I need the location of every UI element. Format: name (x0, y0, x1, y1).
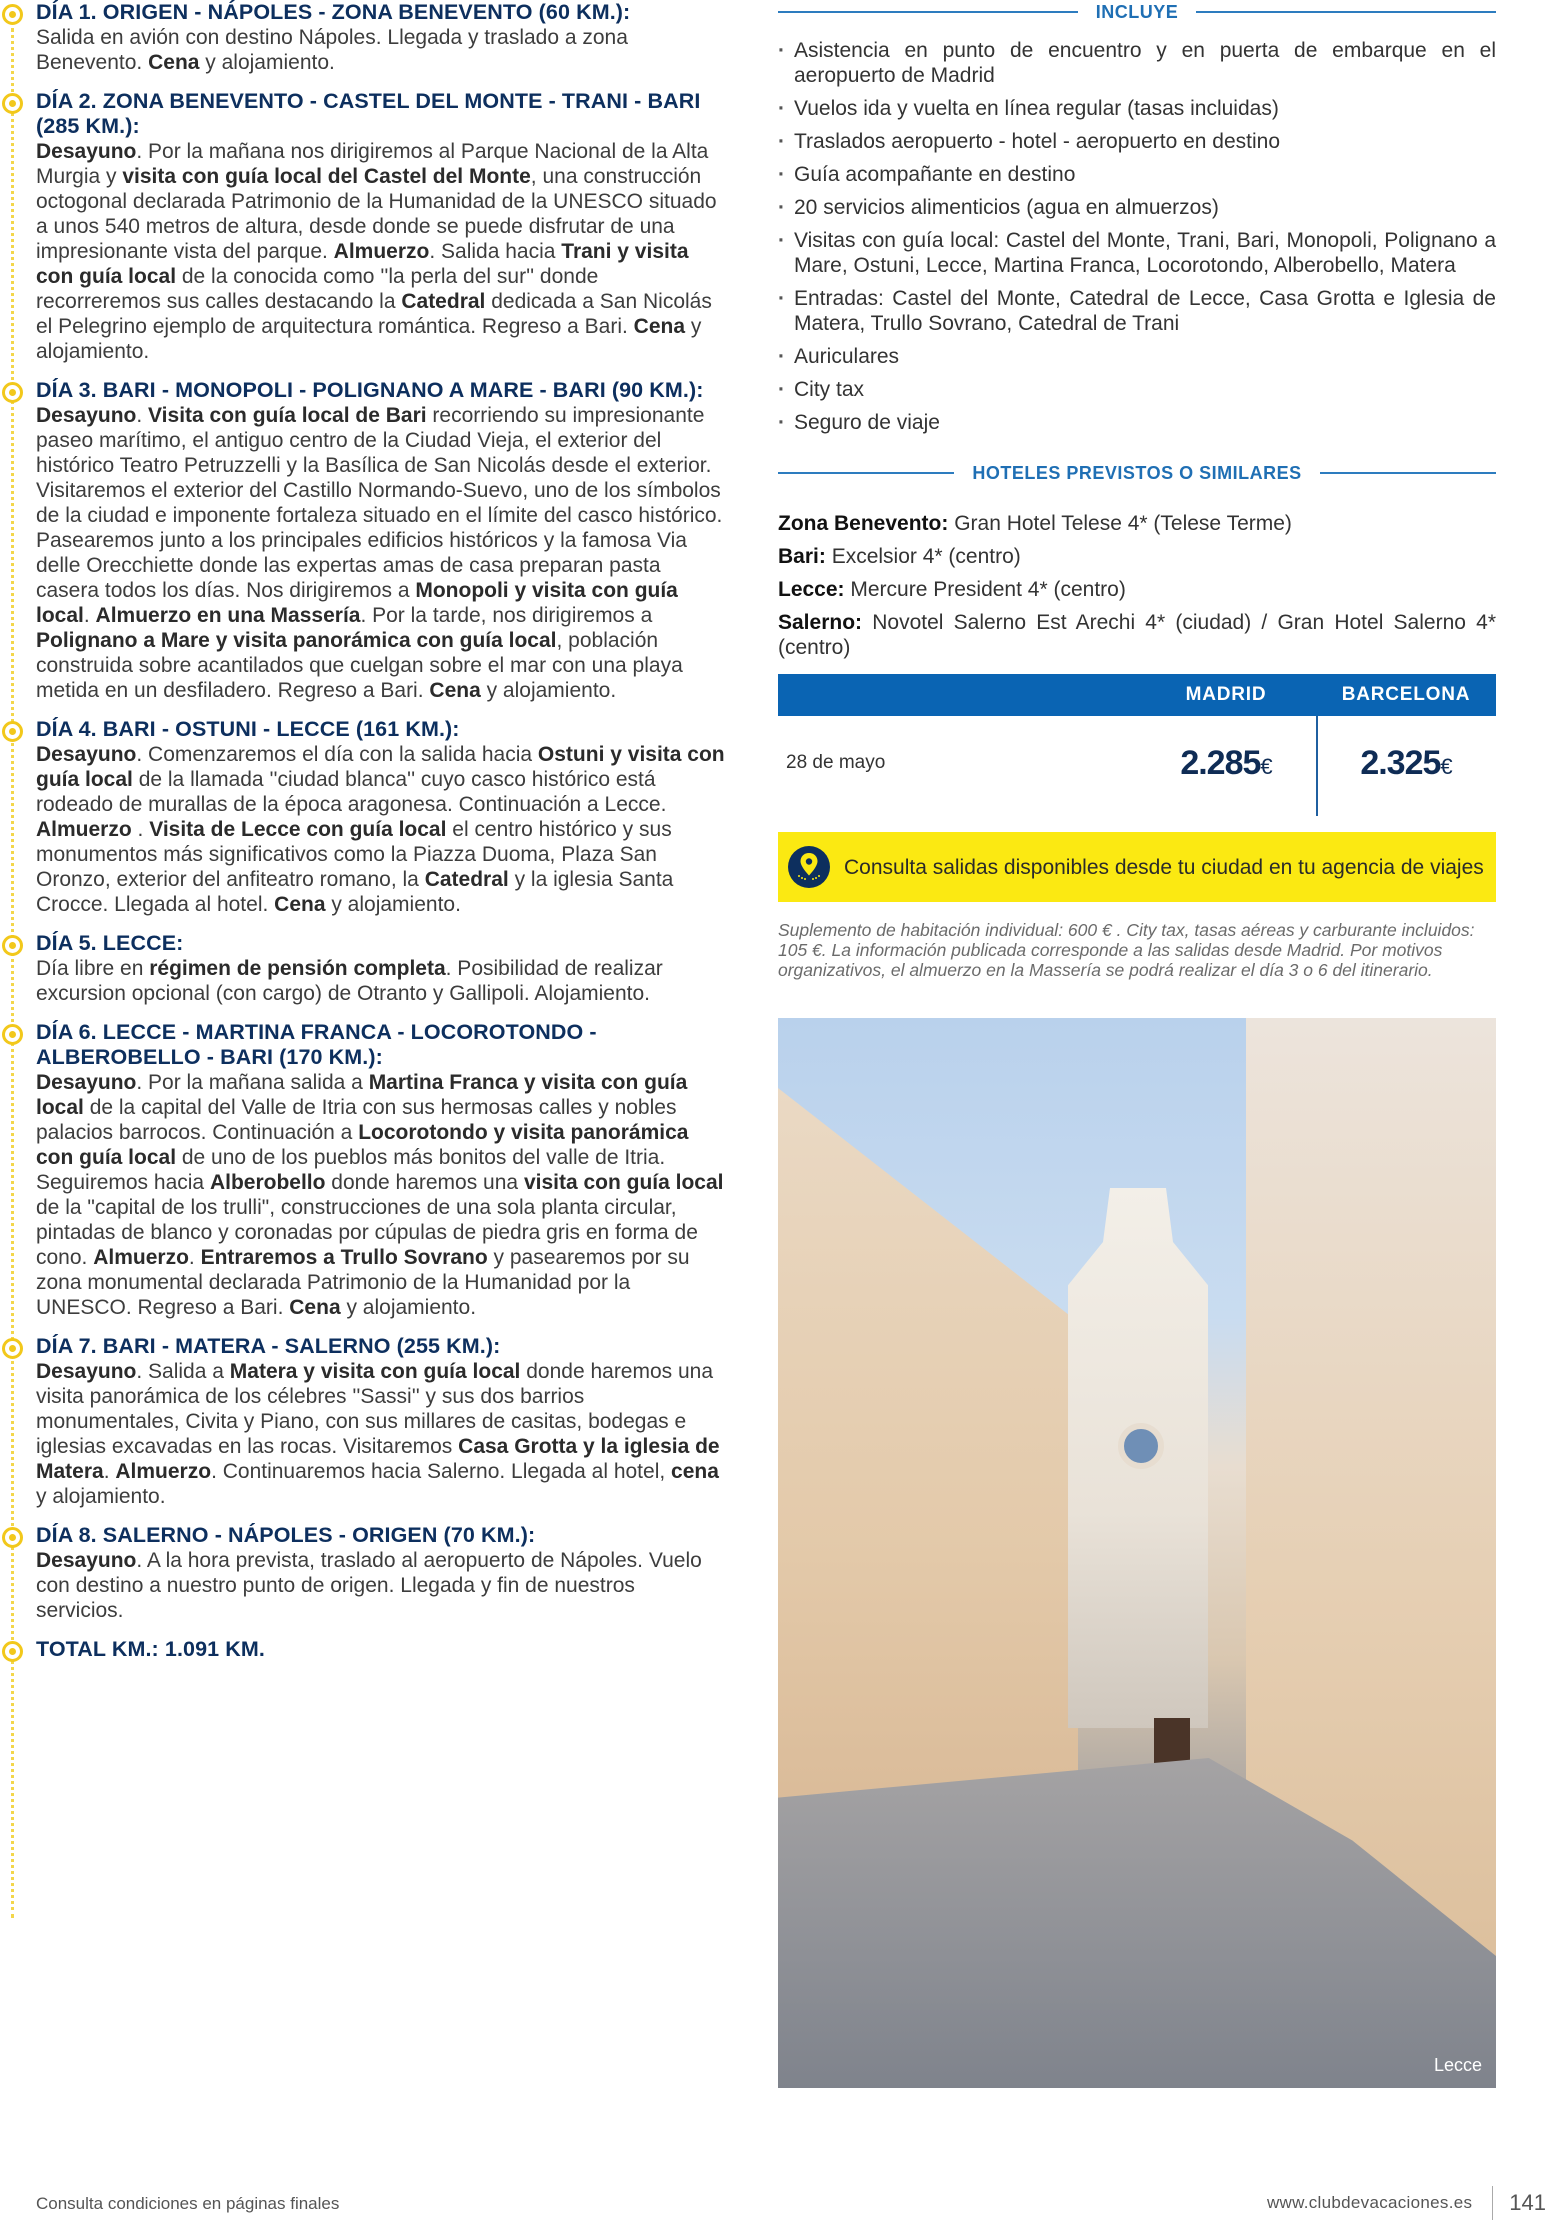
timeline-dot-icon (2, 1338, 23, 1359)
hotel-entry (778, 544, 1496, 569)
price-column-divider (1316, 716, 1318, 816)
hotel-name: Novotel Salerno Est Arechi 4* (ciudad) / Gran Hotel Salerno 4* (centro) (778, 611, 1496, 659)
highlight-text: Almuerzo (115, 1460, 212, 1483)
description-text: . (136, 404, 149, 427)
departures-notice (778, 832, 1496, 902)
description-text: y alojamiento. (325, 893, 461, 916)
description-text: dedicada a San Nicolás el Pelegrino ejemplo de arquitectura romántica. Regreso a Bari. (36, 290, 712, 338)
description-text: . Por la mañana nos dirigiremos al Parque Nacional de la Alta Murgia y (36, 140, 709, 188)
location-pin-icon (788, 846, 830, 888)
price-row (778, 716, 1496, 810)
hotel-entry (778, 610, 1496, 660)
highlight-text: Visita de Lecce con guía local (149, 818, 447, 841)
description-text: . (131, 818, 150, 841)
includes-item: · Visitas con guía local: Castel del Monte, Trani, Bari, Monopoli, Polignano a Mare, Ostuni, Lecce, Martina Franca, Locorotondo, Alberobello, Matera (778, 228, 1496, 278)
footer-right (1267, 2186, 1550, 2220)
website-link[interactable]: www.clubdevacaciones.es (1266, 2193, 1473, 2212)
day-title: DÍA 5. LECCE: (36, 931, 184, 955)
hotels-heading-label: HOTELES PREVISTOS O SIMILARES (972, 462, 1302, 483)
itinerary-day (0, 1334, 725, 1509)
divider-line (1196, 11, 1496, 13)
highlight-text: Entraremos a Trullo Sovrano (200, 1246, 488, 1269)
hotel-city: Bari: (778, 545, 826, 568)
currency-symbol: € (1260, 753, 1272, 779)
description-text: . Por la tarde, nos dirigiremos a (360, 604, 653, 627)
itinerary-day (0, 89, 725, 364)
includes-heading (778, 0, 1496, 24)
description-text: Salida en avión con destino Nápoles. Llegada y traslado a zona Benevento. (36, 26, 628, 74)
highlight-text: Casa Grotta y la iglesia de Matera (36, 1435, 720, 1483)
highlight-text: Desayuno (36, 743, 137, 766)
footer-divider (1492, 2186, 1493, 2220)
highlight-text: Ostuni y visita con guía local (36, 743, 725, 791)
highlight-text: Almuerzo en una Massería (95, 604, 361, 627)
description-text: de la "capital de los trulli", construcciones de una sola planta circular, pintadas de blanco y coronadas por cúpulas de piedra gris en forma de cono. (36, 1196, 698, 1269)
timeline-dot-icon (2, 382, 23, 403)
hotel-name: Gran Hotel Telese 4* (Telese Terme) (948, 512, 1292, 535)
divider-line (1320, 472, 1496, 474)
includes-heading-label: INCLUYE (1095, 1, 1179, 22)
hotels-heading (778, 461, 1496, 485)
description-text: y alojamiento. (340, 1296, 477, 1319)
highlight-text: Almuerzo (93, 1246, 189, 1269)
column-barcelona: BARCELONA (1341, 684, 1471, 705)
hotels-section (778, 461, 1496, 660)
price-madrid (1136, 744, 1316, 783)
hotel-name: Excelsior 4* (centro) (825, 545, 1021, 568)
itinerary-day (0, 717, 725, 917)
notice-text: Consulta salidas disponibles desde tu ciudad en tu agencia de viajes (844, 855, 1484, 879)
divider-line (778, 472, 954, 474)
includes-item: · Entradas: Castel del Monte, Catedral de Lecce, Casa Grotta e Iglesia de Matera, Trullo Sovrano, Catedral de Trani (778, 286, 1496, 336)
departure-date: 28 de mayo (786, 752, 886, 773)
description-text: de uno de los pueblos más bonitos del valle de Itria. Seguiremos hacia (36, 1146, 666, 1194)
description-text: recorriendo su impresionante paseo marítimo, el antiguo centro de la Ciudad Vieja, el exterior del histórico Teatro Petruzzelli y la Basílica de San Nicolás desde el exterior. Visitaremos el exterior del Castillo Normando-Suevo, uno de los símbolos de la ciudad e imponente fortaleza situado en el límite del casco histórico. Pasearemos junto a los principales edificios históricos y la famosa Via delle Orecchiette donde las expertas amas de casa preparan pasta casera todos los días. Nos dirigiremos a (36, 404, 723, 602)
itinerary-day (0, 1637, 725, 1662)
day-title: DÍA 7. BARI - MATERA - SALERNO (255 KM.): (36, 1334, 501, 1358)
description-text: de la conocida como ''la perla del sur'' donde recorreremos sus calles destacando la (36, 265, 599, 313)
info-column (778, 0, 1496, 2088)
description-text: y alojamiento. (199, 51, 335, 74)
day-title: DÍA 4. BARI - OSTUNI - LECCE (161 KM.): (36, 717, 460, 741)
hotel-list (778, 511, 1496, 660)
timeline-dot-icon (2, 1641, 23, 1662)
description-text: . Por la mañana salida a (136, 1071, 369, 1094)
hotel-city: Zona Benevento: (778, 512, 949, 535)
price-barcelona-value: 2.325 (1360, 743, 1441, 782)
description-text: donde haremos una visita panorámica de los célebres ''Sassi'' y sus dos barrios monumentales, Civita y Piano, con sus millares de casitas, bodegas e iglesias excavadas en las rocas. Visitaremos (36, 1360, 714, 1458)
highlight-text: Locorotondo y visita panorámica con guía local (36, 1121, 689, 1169)
day-title: DÍA 2. ZONA BENEVENTO - CASTEL DEL MONTE - TRANI - BARI (285 KM.): (36, 89, 701, 138)
day-description (36, 1359, 725, 1509)
description-text: . Salida a (136, 1360, 230, 1383)
includes-item: · Vuelos ida y vuelta en línea regular (tasas incluidas) (778, 96, 1496, 121)
hotel-city: Salerno: (778, 611, 863, 634)
description-text: . Continuaremos hacia Salerno. Llegada al hotel, (211, 1460, 672, 1483)
day-title: DÍA 6. LECCE - MARTINA FRANCA - LOCOROTONDO - ALBEROBELLO - BARI (170 KM.): (36, 1020, 597, 1069)
description-text: Día libre en (36, 957, 150, 980)
description-text: . A la hora prevista, traslado al aeropuerto de Nápoles. Vuelo con destino a nuestro punto de origen. Llegada y fin de nuestros servicios. (36, 1549, 702, 1622)
highlight-text: régimen de pensión completa (149, 957, 446, 980)
description-text: y alojamiento. (480, 679, 617, 702)
description-text: y alojamiento. (36, 1485, 166, 1508)
includes-item: · 20 servicios alimenticios (agua en almuerzos) (778, 195, 1496, 220)
itinerary-day (0, 1020, 725, 1320)
divider-line (778, 11, 1078, 13)
description-text: y la iglesia Santa Crocce. Llegada al hotel. (36, 868, 674, 916)
highlight-text: Cena (148, 51, 200, 74)
description-text: . Comenzaremos el día con la salida hacia (136, 743, 538, 766)
highlight-text: visita con guía local (523, 1171, 724, 1194)
timeline-dot-icon (2, 1024, 23, 1045)
highlight-text: Almuerzo (333, 240, 430, 263)
includes-list (778, 38, 1496, 435)
highlight-text: Desayuno (36, 404, 137, 427)
page-number: 141 (1509, 2190, 1546, 2215)
includes-item: · Auriculares (778, 344, 1496, 369)
itinerary-day (0, 931, 725, 1006)
highlight-text: Trani y visita con guía local (36, 240, 689, 288)
hotel-name: Mercure President 4* (centro) (844, 578, 1126, 601)
day-title: DÍA 8. SALERNO - NÁPOLES - ORIGEN (70 KM.): (36, 1523, 536, 1547)
highlight-text: Almuerzo (36, 818, 132, 841)
photo-building-left (778, 1088, 1078, 1868)
highlight-text: Desayuno (36, 1360, 137, 1383)
includes-item: · City tax (778, 377, 1496, 402)
description-text: . (103, 1460, 116, 1483)
includes-item: · Guía acompañante en destino (778, 162, 1496, 187)
itinerary-day (0, 0, 725, 75)
description-text: de la capital del Valle de Itria con sus hermosas calles y nobles palacios barrocos. Continuación a (36, 1096, 677, 1144)
includes-item: · Traslados aeropuerto - hotel - aeropuerto en destino (778, 129, 1496, 154)
description-text: y alojamiento. (36, 315, 702, 363)
highlight-text: Desayuno (36, 1071, 137, 1094)
price-madrid-value: 2.285 (1180, 743, 1261, 782)
hotel-entry (778, 511, 1496, 536)
timeline-dot-icon (2, 721, 23, 742)
description-text: . (83, 604, 96, 627)
itinerary-column (0, 0, 725, 1676)
timeline-dot-icon (2, 1527, 23, 1548)
timeline-dot-icon (2, 935, 23, 956)
price-barcelona (1316, 744, 1496, 783)
day-description (36, 956, 725, 1006)
highlight-text: Desayuno (36, 140, 137, 163)
photo-rose-window (1118, 1423, 1164, 1469)
timeline-dot-icon (2, 93, 23, 114)
includes-item: · Asistencia en punto de encuentro y en puerta de embarque en el aeropuerto de Madrid (778, 38, 1496, 88)
itinerary-days (0, 0, 725, 1662)
day-description (36, 139, 725, 364)
highlight-text: Alberobello (209, 1171, 326, 1194)
hotel-entry (778, 577, 1496, 602)
day-title: DÍA 3. BARI - MONOPOLI - POLIGNANO A MARE - BARI (90 KM.): (36, 378, 704, 402)
highlight-text: Desayuno (36, 1549, 137, 1572)
highlight-text: Visita con guía local de Bari (148, 404, 427, 427)
highlight-text: cena (671, 1460, 719, 1483)
highlight-text: Cena (429, 679, 481, 702)
description-text: , una construcción octogonal declarada Patrimonio de la Humanidad de la UNESCO situado a unos 540 metros de altura, desde donde se puede disfrutar de una impresionante vista del parque. (36, 165, 717, 263)
includes-item: · Seguro de viaje (778, 410, 1496, 435)
description-text: de la llamada ''ciudad blanca'' cuyo casco histórico está rodeado de murallas de la época aragonesa. Continuación a Lecce. (36, 768, 667, 816)
highlight-text: visita con guía local del Castel del Monte (122, 165, 531, 188)
highlight-text: Catedral (401, 290, 486, 313)
timeline-dot-icon (2, 4, 23, 25)
column-madrid: MADRID (1185, 684, 1267, 705)
highlight-text: Cena (633, 315, 686, 338)
description-text: , población construida sobre acantilados que cuelgan sobre el mar con una playa metida en un desfiladero. Regreso a Bari. (36, 629, 683, 702)
highlight-text: Matera y visita con guía local (229, 1360, 521, 1383)
day-description (36, 742, 725, 917)
day-description (36, 403, 725, 703)
supplement-note: Suplemento de habitación individual: 600 € . City tax, tasas aéreas y carburante incluidos: 105 €. La información publicada corresponde a las salidas desde Madrid. Por motivos organizativos, el almuerzo en la Massería se podrá realizar el día 3 o 6 del itinerario. (778, 920, 1475, 980)
description-text: y pasearemos por su zona monumental declarada Patrimonio de la Humanidad por la UNESCO. Regreso a Bari. (36, 1246, 690, 1319)
hotel-city: Lecce: (778, 578, 845, 601)
currency-symbol: € (1440, 753, 1452, 779)
lecce-photo (778, 1018, 1496, 2088)
day-title: TOTAL KM.: 1.091 KM. (36, 1637, 265, 1661)
price-table-header (778, 674, 1496, 716)
highlight-text: Martina Franca y visita con guía local (36, 1071, 688, 1119)
highlight-text: Monopoli y visita con guía local (36, 579, 678, 627)
description-text: . Salida hacia (429, 240, 562, 263)
day-description (36, 1548, 725, 1623)
itinerary-day (0, 1523, 725, 1623)
highlight-text: Catedral (424, 868, 509, 891)
description-text: . (188, 1246, 201, 1269)
footer-conditions: Consulta condiciones en páginas finales (36, 2194, 340, 2213)
description-text: . Posibilidad de realizar excursion opcional (con cargo) de Otranto y Gallipoli. Alojamiento. (36, 957, 663, 1005)
highlight-text: Polignano a Mare y visita panorámica con guía local (36, 629, 557, 652)
description-text: donde haremos una (325, 1171, 524, 1194)
highlight-text: Cena (274, 893, 326, 916)
itinerary-day (0, 378, 725, 703)
price-table (778, 674, 1496, 810)
highlight-text: Cena (289, 1296, 341, 1319)
day-description (36, 1070, 725, 1320)
description-text: el centro histórico y sus monumentos más significativos como la Piazza Duoma, Plaza San Oronzo, exterior del anfiteatro romano, la (36, 818, 672, 891)
day-description (36, 25, 725, 75)
photo-caption: Lecce (1433, 2055, 1482, 2075)
day-title: DÍA 1. ORIGEN - NÁPOLES - ZONA BENEVENTO (60 KM.): (36, 0, 631, 24)
